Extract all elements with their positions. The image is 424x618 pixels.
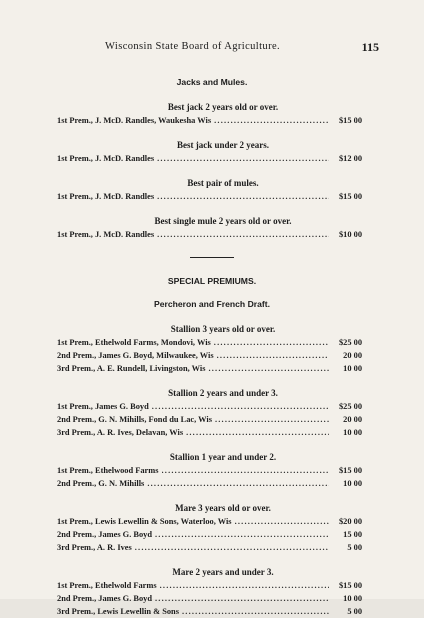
premium-winner: 3rd Prem., A. R. Ives [57, 543, 132, 552]
premium-winner: 1st Prem., Lewis Lewellin & Sons, Waterloo, Wis [57, 517, 232, 526]
dot-leader [147, 477, 329, 490]
class-heading: Stallion 1 year and under 2. [169, 452, 277, 462]
jacks-premium-list [0, 101, 424, 241]
dot-leader [135, 541, 329, 554]
premium-amount: $15 00 [338, 192, 362, 201]
premium-entry [57, 464, 362, 477]
premium-amount: 10 00 [343, 594, 362, 603]
premium-amount: 10 00 [343, 364, 362, 373]
dot-leader [235, 515, 329, 528]
premium-entry [57, 349, 362, 362]
dot-leader [160, 579, 329, 592]
premium-entry [57, 477, 362, 490]
premium-entry [57, 152, 362, 165]
premium-entry [57, 426, 362, 439]
premium-winner: 2nd Prem., James G. Boyd [57, 594, 152, 603]
premium-amount: $15 00 [338, 116, 362, 125]
premium-entry [57, 413, 362, 426]
class-heading: Stallion 3 years old or over. [170, 324, 276, 334]
premium-entry [57, 336, 362, 349]
premium-entry [57, 228, 362, 241]
class-heading: Mare 3 years old or over. [175, 503, 271, 513]
dot-leader [215, 413, 329, 426]
premium-entry [57, 541, 362, 554]
percheron-premium-list [0, 323, 424, 618]
class-heading: Stallion 2 years and under 3. [168, 388, 278, 398]
premium-amount: $12 00 [338, 154, 362, 163]
premium-amount: 5 00 [347, 543, 362, 552]
premium-winner: 1st Prem., Ethelwood Farms [57, 466, 159, 475]
premium-winner: 2nd Prem., James G. Boyd, Milwaukee, Wis [57, 351, 214, 360]
premium-winner: 1st Prem., Ethelwold Farms, Mondovi, Wis [57, 338, 211, 347]
premium-amount: 10 00 [343, 428, 362, 437]
dot-leader [208, 362, 329, 375]
premium-winner: 1st Prem., J. McD. Randles [57, 154, 155, 163]
premium-entry [57, 190, 362, 203]
premium-winner: 2nd Prem., G. N. Mihills, Fond du Lac, Wis [57, 415, 212, 424]
dot-leader [182, 605, 329, 618]
section-title-special: SPECIAL PREMIUMS. [167, 276, 257, 286]
dot-leader [186, 426, 329, 439]
dot-leader [162, 464, 330, 477]
running-head [0, 41, 424, 55]
section-divider [190, 257, 234, 258]
premium-amount: $10 00 [338, 230, 362, 239]
premium-winner: 1st Prem., James G. Boyd [57, 402, 149, 411]
dot-leader [152, 400, 329, 413]
premium-amount: 15 00 [343, 530, 362, 539]
premium-amount: $20 00 [338, 517, 362, 526]
dot-leader [214, 114, 329, 127]
premium-winner: 2nd Prem., James G. Boyd [57, 530, 152, 539]
section-title-percheron: Percheron and French Draft. [153, 299, 271, 309]
page-content [0, 75, 424, 618]
class-heading: Best single mule 2 years old or over. [154, 216, 292, 226]
page-number: 115 [361, 40, 379, 54]
premium-winner: 3rd Prem., A. E. Rundell, Livingston, Wis [57, 364, 206, 373]
premium-entry [57, 528, 362, 541]
class-heading: Best jack 2 years old or over. [167, 102, 279, 112]
premium-amount: 10 00 [343, 479, 362, 488]
premium-winner: 3rd Prem., A. R. Ives, Delavan, Wis [57, 428, 184, 437]
premium-winner: 1st Prem., Ethelwold Farms [57, 581, 157, 590]
dot-leader [217, 349, 329, 362]
premium-amount: 20 00 [343, 415, 362, 424]
premium-winner: 1st Prem., J. McD. Randles, Waukesha Wis [57, 116, 212, 125]
premium-winner: 1st Prem., J. McD. Randles [57, 192, 155, 201]
premium-entry [57, 114, 362, 127]
class-heading: Best pair of mules. [187, 178, 259, 188]
running-head-title: Wisconsin State Board of Agriculture. [105, 41, 281, 52]
premium-entry [57, 362, 362, 375]
premium-winner: 3rd Prem., Lewis Lewellin & Sons [57, 607, 179, 616]
premium-entry [57, 400, 362, 413]
premium-winner: 2nd Prem., G. N. Mihills [57, 479, 145, 488]
premium-amount: $15 00 [338, 466, 362, 475]
class-heading: Best jack under 2 years. [176, 140, 270, 150]
premium-entry [57, 515, 362, 528]
dot-leader [214, 336, 329, 349]
premium-amount: $15 00 [338, 581, 362, 590]
section-title-jacks: Jacks and Mules. [176, 77, 248, 87]
dot-leader [157, 152, 329, 165]
dot-leader [157, 228, 329, 241]
premium-amount: $25 00 [338, 402, 362, 411]
class-heading: Mare 2 years and under 3. [172, 567, 274, 577]
dot-leader [155, 528, 329, 541]
premium-winner: 1st Prem., J. McD. Randles [57, 230, 155, 239]
premium-amount: $25 00 [338, 338, 362, 347]
premium-entry [57, 579, 362, 592]
premium-entry [57, 605, 362, 618]
premium-amount: 5 00 [347, 607, 362, 616]
dot-leader [157, 190, 329, 203]
premium-amount: 20 00 [343, 351, 362, 360]
